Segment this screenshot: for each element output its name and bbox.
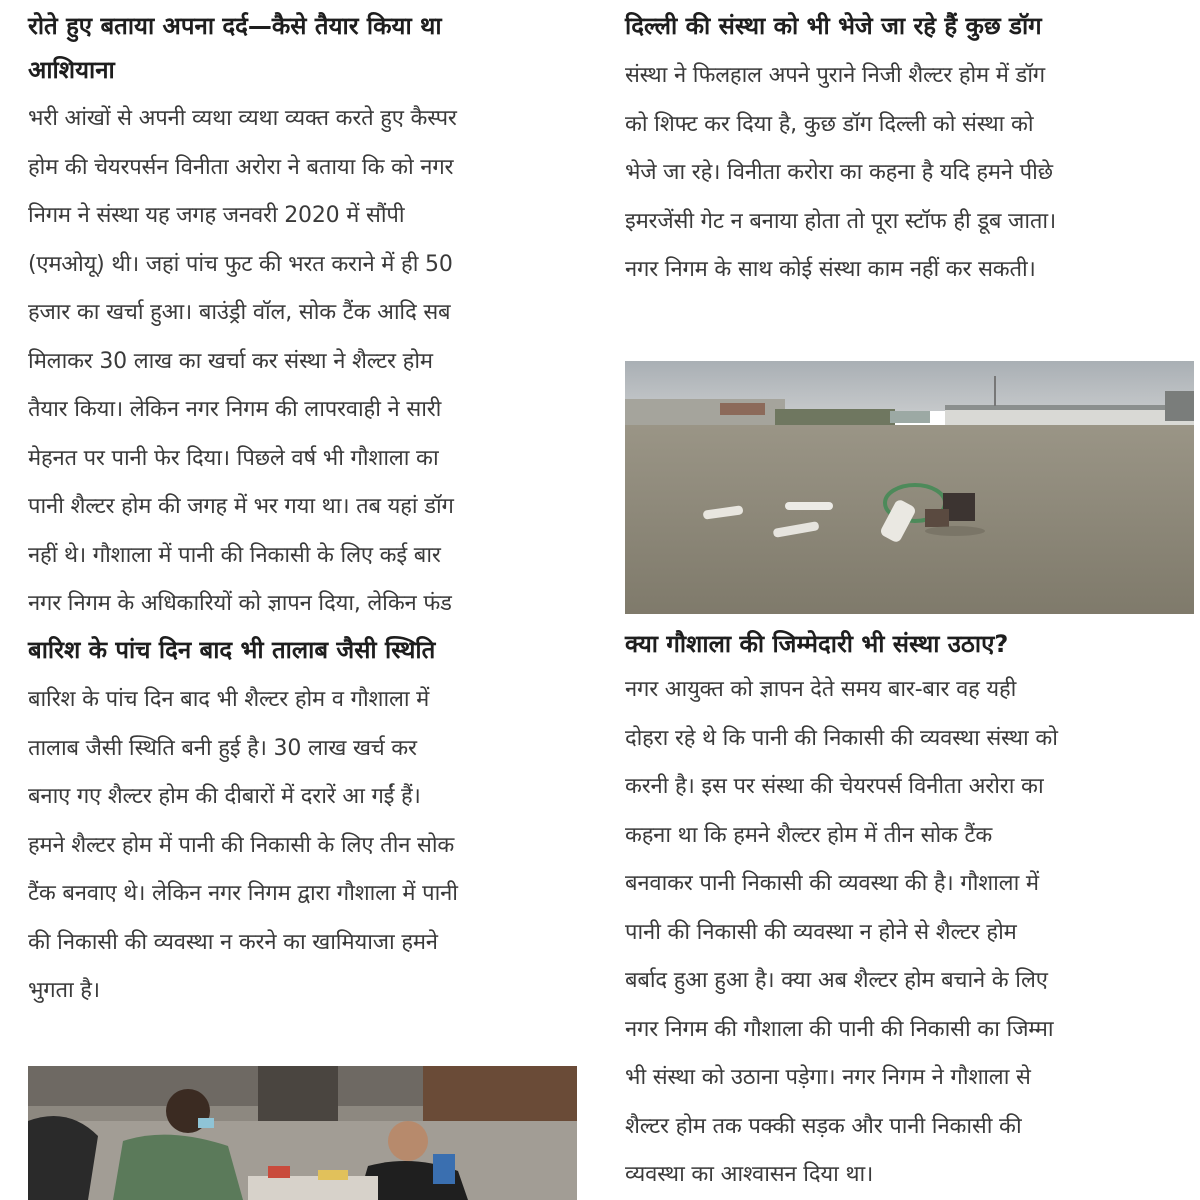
text-line: मिलाकर 30 लाख का खर्चा कर संस्था ने शैल्टर होम (28, 348, 433, 374)
section-heading-rain: बारिश के पांच दिन बाद भी तालाब जैसी स्थिति (28, 636, 436, 664)
text-line: (एमओयू) थी। जहां पांच फुट की भरत कराने में ही 50 (28, 251, 453, 277)
text-line: पानी शैल्टर होम की जगह में भर गया था। तब यहां डॉग (28, 494, 454, 519)
heading-line: आशियाना (28, 56, 115, 84)
text-line: कहना था कि हमने शैल्टर होम में तीन सोक टैंक (625, 822, 993, 848)
text-line: निगम ने संस्था यह जगह जनवरी 2020 में सौंपी (28, 203, 405, 228)
text-line: शैल्टर होम तक पक्की सड़क और पानी निकासी की (625, 1113, 1022, 1139)
text-line: हमने शैल्टर होम में पानी की निकासी के लिए तीन सोक (28, 832, 455, 858)
section-heading-gaushala: क्या गौशाला की जिम्मेदारी भी संस्था उठाए? (625, 630, 1009, 658)
text-line: बर्बाद हुआ हुआ है। क्या अब शैल्टर होम बचाने के लिए (625, 968, 1048, 993)
text-line: बनाए गए शैल्टर होम की दीबारों में दरारें आ गईं हैं। (28, 784, 421, 809)
text-line: इमरजेंसी गेट न बनाया होता तो पूरा स्टॉफ ही डूब जाता। (625, 208, 1057, 234)
paragraph-rain (28, 676, 458, 1016)
section-heading-pain (28, 4, 588, 92)
text-line: नगर आयुक्त को ज्ञापन देते समय बार-बार वह यही (625, 677, 1017, 702)
paragraph-pain (28, 95, 457, 629)
text-line: पानी की निकासी की व्यवस्था न होने से शैल्टर होम (625, 919, 1017, 945)
text-line: तैयार किया। लेकिन नगर निगम की लापरवाही ने सारी (28, 397, 442, 422)
text-line: टैंक बनवाए थे। लेकिन नगर निगम द्वारा गौशाला में पानी (28, 881, 458, 906)
text-line: करनी है। इस पर संस्था की चेयरपर्स विनीता अरोरा का (625, 774, 1044, 799)
paragraph-gaushala (625, 666, 1058, 1200)
text-line: मेहनत पर पानी फेर दिया। पिछले वर्ष भी गौशाला का (28, 445, 439, 471)
text-line: दोहरा रहे थे कि पानी की निकासी की व्यवस्था संस्था को (625, 725, 1058, 751)
text-line: नगर निगम के अधिकारियों को ज्ञापन दिया, लेकिन फंड (28, 591, 452, 616)
text-line: नगर निगम की गौशाला की पानी की निकासी का जिम्मा (625, 1016, 1054, 1042)
text-line: संस्था ने फिलहाल अपने पुराने निजी शैल्टर होम में डॉग (625, 63, 1045, 88)
text-line: बनवाकर पानी निकासी की व्यवस्था की है। गौशाला में (625, 871, 1039, 896)
text-line: भेजे जा रहे। विनीता करोरा का कहना है यदि हमने पीछे (625, 160, 1053, 185)
text-line: भी संस्था को उठाना पड़ेगा। नगर निगम ने गौशाला से (625, 1065, 1031, 1090)
text-line: हजार का खर्चा हुआ। बाउंड्री वॉल, सोक टैंक आदि सब (28, 300, 451, 325)
text-line: होम की चेयरपर्सन विनीता अरोरा ने बताया कि को नगर (28, 154, 454, 180)
text-line: व्यवस्था का आश्वासन दिया था। (625, 1162, 874, 1187)
text-line: नगर निगम के साथ कोई संस्था काम नहीं कर सकती। (625, 257, 1036, 282)
people-working-photo (28, 1066, 577, 1200)
text-line: की निकासी की व्यवस्था न करने का खामियाजा हमने (28, 929, 438, 955)
flooded-shelter-photo (625, 361, 1194, 614)
text-line: को शिफ्ट कर दिया है, कुछ डॉग दिल्ली को संस्था को (625, 111, 1034, 137)
text-line: तालाब जैसी स्थिति बनी हुई है। 30 लाख खर्च कर (28, 735, 417, 761)
section-heading-delhi: दिल्ली की संस्था को भी भेजे जा रहे हैं कुछ डॉग (625, 12, 1042, 40)
paragraph-delhi (625, 52, 1056, 295)
text-line: भुगता है। (28, 978, 100, 1003)
text-line: भरी आंखों से अपनी व्यथा व्यथा व्यक्त करते हुए कैस्पर (28, 106, 457, 131)
text-line: बारिश के पांच दिन बाद भी शैल्टर होम व गौशाला में (28, 687, 430, 712)
text-line: नहीं थे। गौशाला में पानी की निकासी के लिए कई बार (28, 542, 441, 568)
heading-line: रोते हुए बताया अपना दर्द—कैसे तैयार किया था (28, 12, 442, 40)
